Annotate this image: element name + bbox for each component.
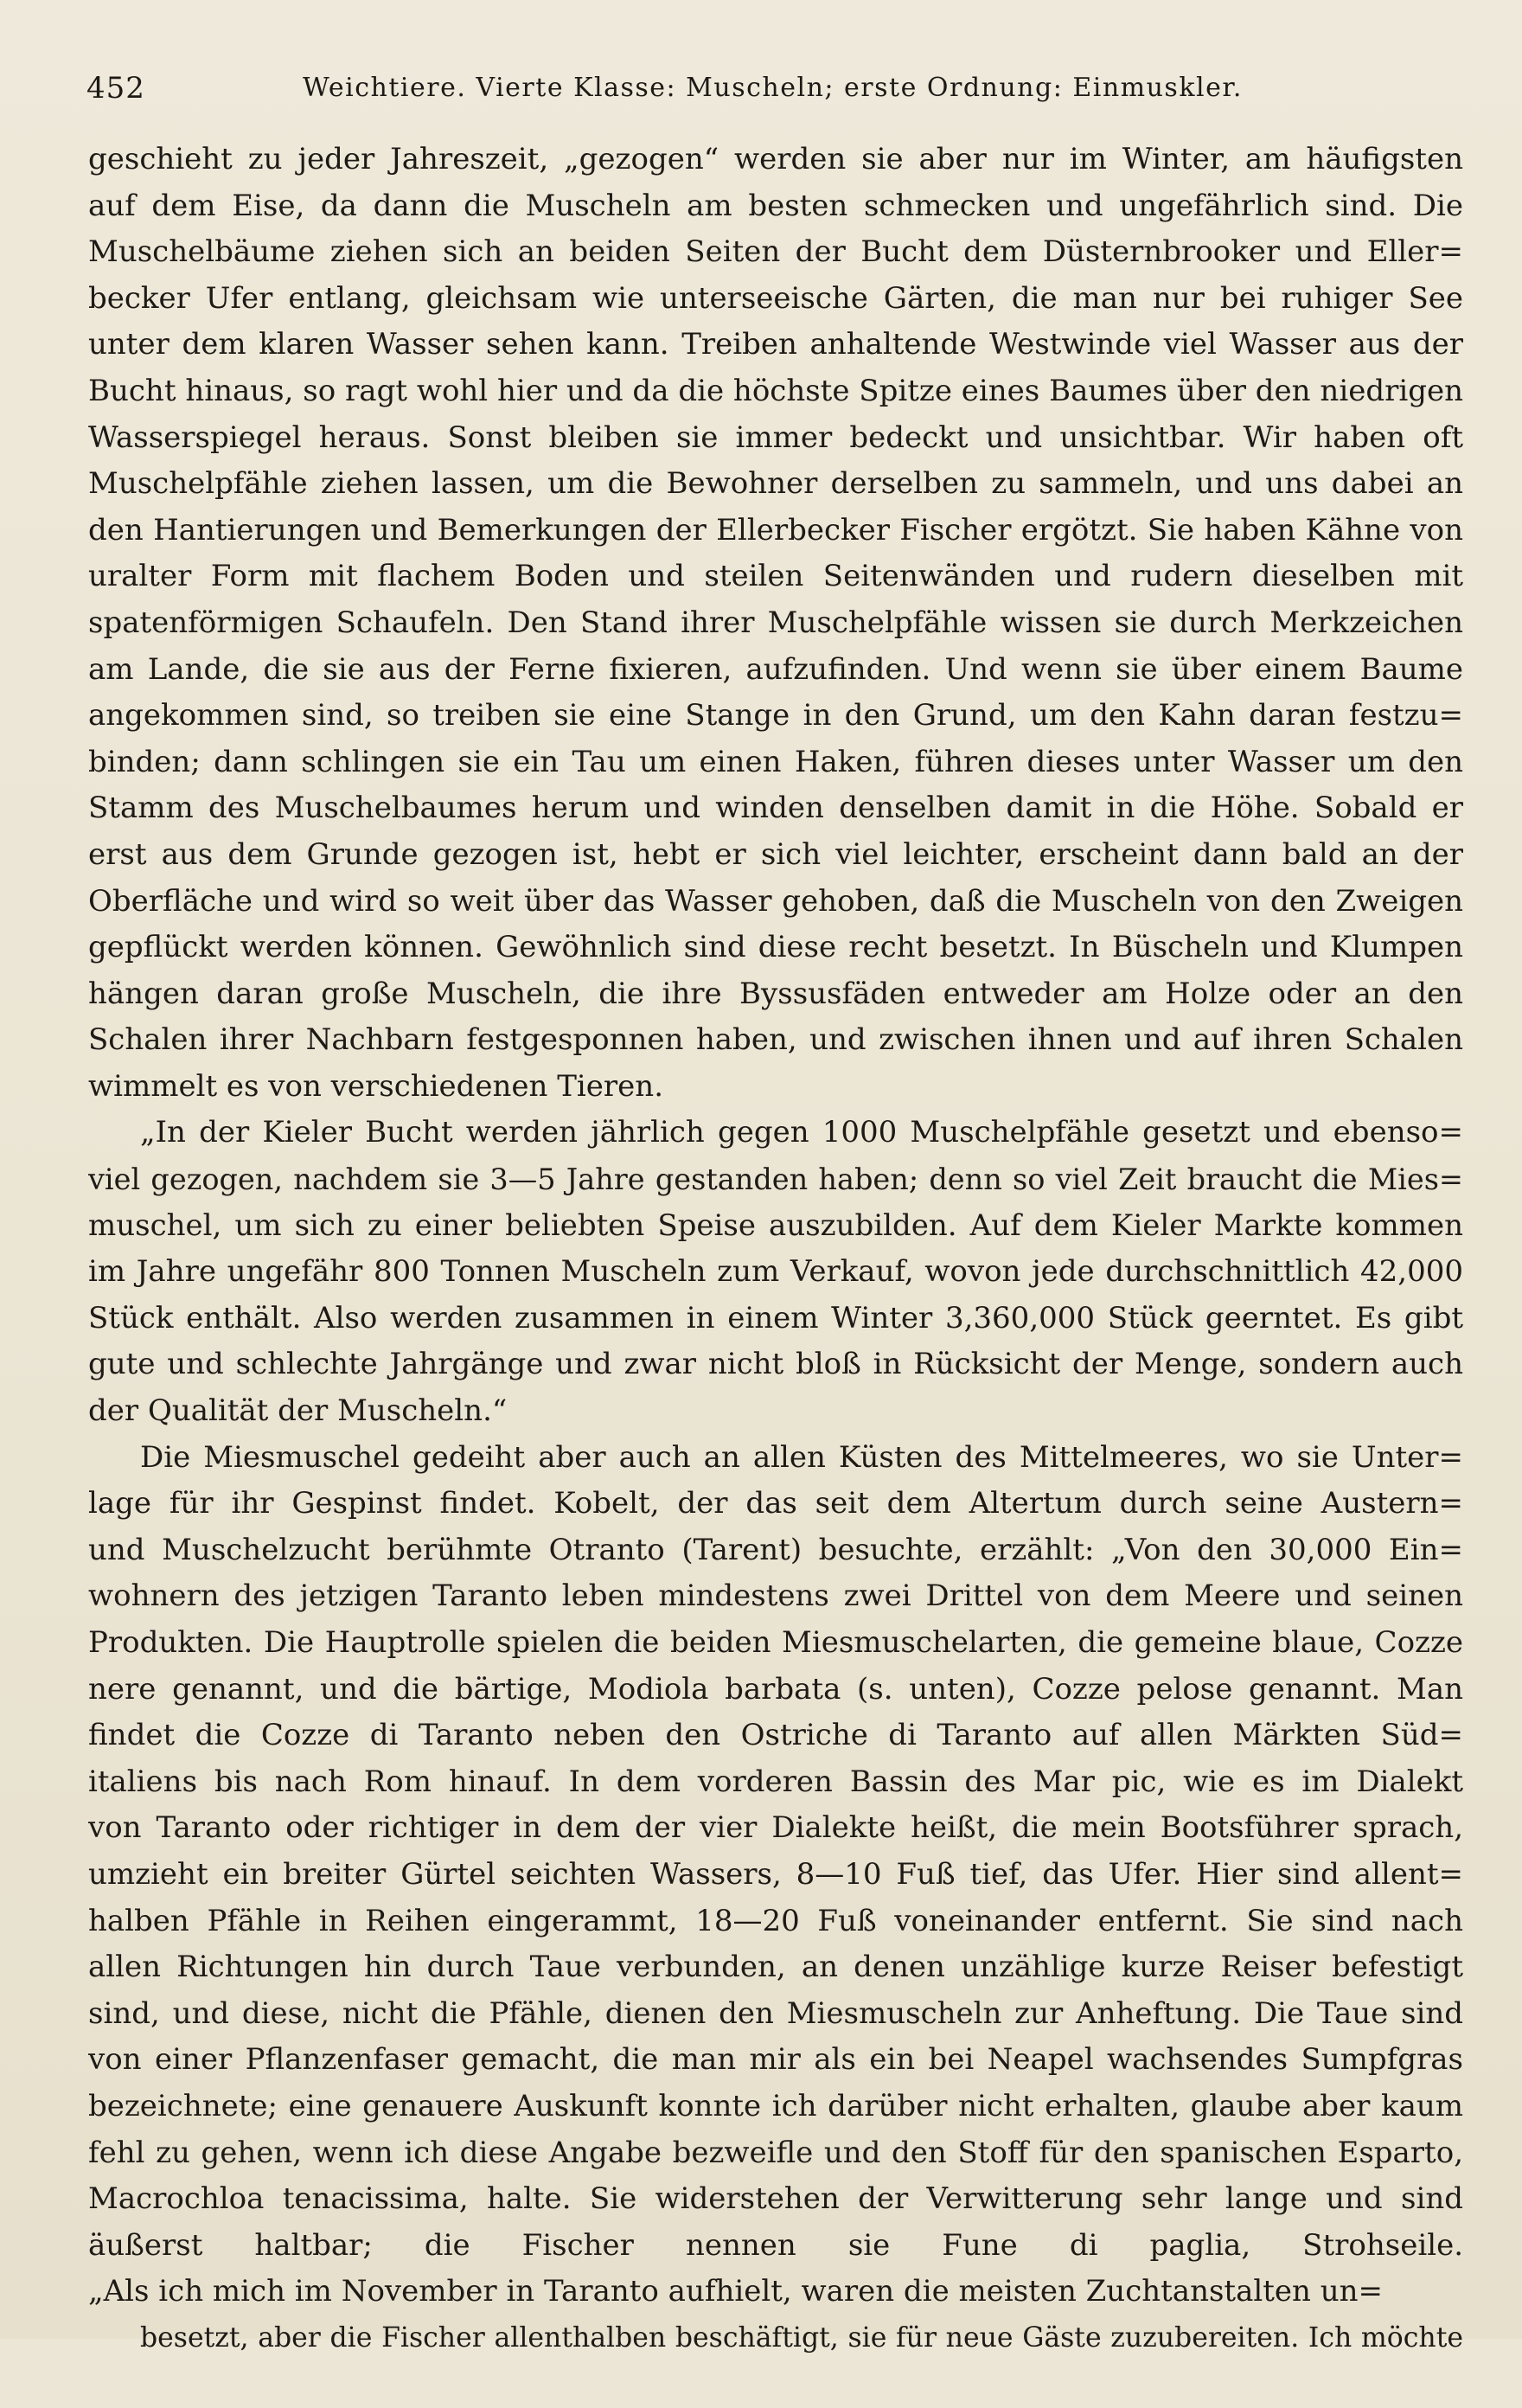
text-line [88,2362,1463,2408]
page-header [86,66,1461,118]
text-line: Muschelpfähle ziehen lassen, um die Bewohner derselben zu sammeln, und uns dabei an [88,461,1463,508]
text-line: Oberfläche und wird so weit über das Wasser gehoben, daß die Muscheln von den Zweigen [88,879,1463,925]
text-line: gute und schlechte Jahrgänge und zwar nicht bloß in Rücksicht der Menge, sondern auch [88,1342,1463,1388]
text-line: Muschelbäume ziehen sich an beiden Seiten der Bucht dem Düsternbrooker und Eller= [88,229,1463,276]
text-line: muschel, um sich zu einer beliebten Speise auszubilden. Auf dem Kieler Markte kommen [88,1203,1463,1250]
text-line: Macrochloa tenacissima, halte. Sie widerstehen der Verwitterung sehr lange und sind [88,2176,1463,2223]
text-line: uralter Form mit flachem Boden und steilen Seitenwänden und rudern dieselben mit [88,554,1463,600]
text-line: auf dem Eise, da dann die Muscheln am besten schmecken und ungefährlich sind. Die [88,183,1463,230]
text-line: unter dem klaren Wasser sehen kann. Treiben anhaltende Westwinde viel Wasser aus der [88,322,1463,368]
text-line: findet die Cozze di Taranto neben den Ostriche di Taranto auf allen Märkten Süd= [88,1713,1463,1759]
text-line: italiens bis nach Rom hinauf. In dem vorderen Bassin des Mar pic, wie es im Dialekt [88,1759,1463,1806]
text-line: äußerst haltbar; die Fischer nennen sie Fune di paglia, Strohseile. [88,2223,1463,2270]
text-line: wohnern des jetzigen Taranto leben mindestens zwei Drittel von dem Meere und seinen [88,1573,1463,1620]
paragraph-end-line: wimmelt es von verschiedenen Tieren. [88,1064,1463,1111]
text-line: Wasserspiegel heraus. Sonst bleiben sie immer bedeckt und unsichtbar. Wir haben oft [88,415,1463,462]
quote-start-line: besetzt, aber die Fischer allenthalben beschäftigt, sie für neue Gäste zuzubereiten. Ich möchte [88,2315,1463,2362]
text-line: viel gezogen, nachdem sie 3—5 Jahre gestanden haben; denn so viel Zeit braucht die Mies= [88,1156,1463,1203]
text-line: nere genannt, und die bärtige, Modiola barbata (s. unten), Cozze pelose genannt. Man [88,1667,1463,1713]
text-line: lage für ihr Gespinst findet. Kobelt, der das seit dem Altertum durch seine Austern= [88,1481,1463,1527]
paragraph-end-line: der Qualität der Muscheln.“ [88,1388,1463,1435]
text-line: erst aus dem Grunde gezogen ist, hebt er sich viel leichter, erscheint dann bald an der [88,832,1463,879]
text-line: von einer Pflanzenfaser gemacht, die man mir als ein bei Neapel wachsendes Sumpfgras [88,2037,1463,2084]
text-line: den Hantierungen und Bemerkungen der Ellerbecker Fischer ergötzt. Sie haben Kähne von [88,508,1463,554]
text-line: Produkten. Die Hauptrolle spielen die beiden Miesmuschelarten, die gemeine blaue, Cozze [88,1620,1463,1667]
page-number: 452 [86,71,145,106]
text-line: am Lande, die sie aus der Ferne fixieren, aufzufinden. Und wenn sie über einem Baume [88,647,1463,694]
running-head: Weichtiere. Vierte Klasse: Muscheln; erste Ordnung: Einmuskler. [303,73,1243,103]
text-line: bezeichnete; eine genauere Auskunft konnte ich darüber nicht erhalten, glaube aber kaum [88,2084,1463,2130]
text-line: Stück enthält. Also werden zusammen in einem Winter 3,360,000 Stück geerntet. Es gibt [88,1296,1463,1342]
text-line: sind, und diese, nicht die Pfähle, dienen den Miesmuscheln zur Anheftung. Die Taue sind [88,1991,1463,2038]
text-line: gepflückt werden können. Gewöhnlich sind diese recht besetzt. In Büscheln und Klumpen [88,925,1463,971]
text-line: hängen daran große Muscheln, die ihre Byssusfäden entweder am Holze oder an den [88,971,1463,1018]
text-line: fehl zu gehen, wenn ich diese Angabe bezweifle und den Stoff für den spanischen Esparto, [88,2130,1463,2177]
text-line: im Jahre ungefähr 800 Tonnen Muscheln zum Verkauf, wovon jede durchschnittlich 42,000 [88,1249,1463,1296]
text-line: von Taranto oder richtiger in dem der vier Dialekte heißt, die mein Bootsführer sprach, [88,1805,1463,1852]
text-line: halben Pfähle in Reihen eingerammt, 18—20 Fuß voneinander entfernt. Sie sind nach [88,1899,1463,1945]
text-line: Bucht hinaus, so ragt wohl hier und da die höchste Spitze eines Baumes über den niedrigen [88,368,1463,415]
text-line: und Muschelzucht berühmte Otranto (Tarent) besuchte, erzählt: „Von den 30,000 Ein= [88,1527,1463,1574]
text-line: umzieht ein breiter Gürtel seichten Wassers, 8—10 Fuß tief, das Ufer. Hier sind allent= [88,1852,1463,1899]
text-line: Stamm des Muschelbaumes herum und winden denselben damit in die Höhe. Sobald er [88,785,1463,832]
text-line: becker Ufer entlang, gleichsam wie unterseeische Gärten, die man nur bei ruhiger See [88,276,1463,323]
text-line: allen Richtungen hin durch Taue verbunden, an denen unzählige kurze Reiser befestigt [88,1944,1463,1991]
text-line: geschieht zu jeder Jahreszeit, „gezogen“ werden sie aber nur im Winter, am häufigsten [88,137,1463,183]
text-line: angekommen sind, so treiben sie eine Stange in den Grund, um den Kahn daran festzu= [88,693,1463,740]
text-line: spatenförmigen Schaufeln. Den Stand ihrer Muschelpfähle wissen sie durch Merkzeichen [88,600,1463,647]
paragraph-start-line: Die Miesmuschel gedeiht aber auch an allen Küsten des Mittelmeeres, wo sie Unter= [88,1435,1463,1482]
text-line: binden; dann schlingen sie ein Tau um einen Haken, führen dieses unter Wasser um den [88,740,1463,786]
body-text [88,137,1463,2408]
quote-start-line: „In der Kieler Bucht werden jährlich gegen 1000 Muschelpfähle gesetzt und ebenso= [88,1110,1463,1156]
paragraph-end-line: „Als ich mich im November in Taranto aufhielt, waren die meisten Zuchtanstalten un= [88,2269,1463,2315]
text-line: Schalen ihrer Nachbarn festgesponnen haben, und zwischen ihnen und auf ihren Schalen [88,1017,1463,1064]
